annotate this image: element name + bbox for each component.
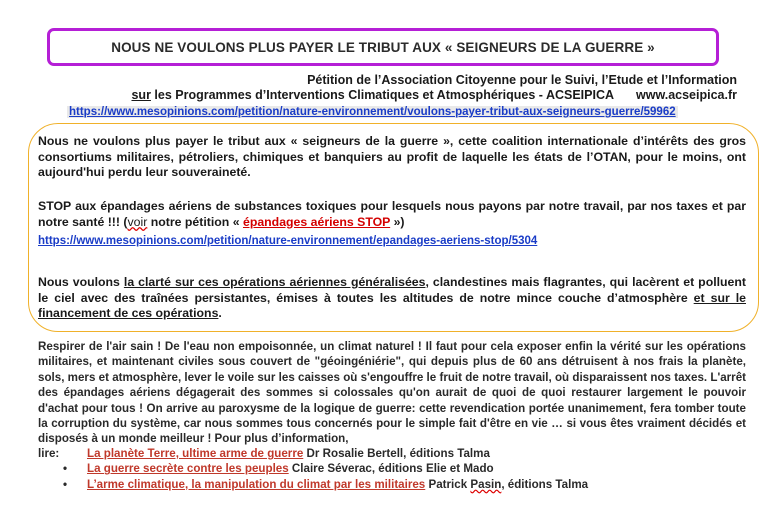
epandages-stop-link[interactable]: épandages aériens STOP [242,214,391,229]
book-title-3: L’arme climatique, la manipulation du climat par les militaires [87,477,426,491]
site-link[interactable]: www.acseipica.fr [636,88,737,102]
petition-intro: notre pétition « [147,214,243,229]
reading-list [38,446,746,492]
bullet: • [63,462,68,476]
epandages-petition-url[interactable]: https://www.mesopinions.com/petition/nature-environnement/epandages-aeriens-stop/5304 [38,235,538,247]
header-programmes-text: les Programmes d’Interventions Climatiques et Atmosphériques - ACSEIPICA [150,88,615,102]
page-title: NOUS NE VOULONS PLUS PAYER LE TRIBUT AUX « SEIGNEURS DE LA GUERRE » [111,39,655,55]
book-author-3b: , éditions Talma [501,477,589,491]
panel-paragraph-1: Nous ne voulons plus payer le tribut aux « seigneurs de la guerre », cette coalition internationale d’intérêts des gros consortiums militaires, pétroliers, chimiques et banquiers au profit de laquelle les états de l’OTAN, pour le moins, ont aujourd'hui perdu leur souveraineté. [38,134,746,179]
book-author-3-name: Pasin [470,477,502,491]
petition-link[interactable]: https://www.mesopinions.com/petition/nature-environnement/voulons-payer-tribut-aux-seigneurs-guerre/59962 [69,106,676,118]
list-item [38,461,746,476]
stop-text: STOP aux épandages aériens de substances toxiques pour lesquels nous payons par notre travail, par nos taxes et par notre santé !!! ( [38,199,746,229]
header-programmes [131,88,737,102]
lire-label: lire: [38,447,60,460]
para3-middle: , clandestines mais flagrantes, qui lacèrent et polluent le ciel avec des traînées persistantes, émises à toutes les altitudes de notre mince couche d’atmosphère [38,275,746,305]
bullet: • [63,477,68,491]
para3-period: . [218,306,222,320]
panel-paragraph-2 [38,199,746,230]
title-box [47,28,719,66]
list-item [38,477,746,492]
book-author-3a: Patrick [425,477,471,491]
financement-underlined: et sur le financement de ces opérations [38,290,746,320]
body-paragraph: Respirer de l'air sain ! De l'eau non empoisonnée, un climat naturel ! Il faut pour cela exposer enfin la vérité sur les opérations militaires, et maintenant civiles sous couvert de "géoingéniérie", qui depuis plus de 60 ans détruisent à nos frais la planète, sols, mers et atmosphère, lever le voile sur les caisses où s'engouffre le fruit de notre travail, où disparaissent nos taxes. L'arrêt des épandages aériens dégagerait des sommes si colossales qu'on aurait de quoi de quoi restaurer largement le pouvoir d'achat pour tous ! On arrive au paroxysme de la logique de guerre: cette revendication portée unanimement, fera tomber toute la corruption du système, car nous sommes tous concernés pour le simple fait d'être en vie … si vous êtes vraiment décidés et disposés à un monde meilleur ! Pour plus d’information, [38,340,746,446]
reading-first [38,446,746,461]
voir-word: voir [127,214,148,229]
header-sur: sur [131,88,151,102]
book-title-1: La planète Terre, ultime arme de guerre [87,447,304,460]
nous-voulons: Nous voulons [38,275,124,289]
paren-close: ») [390,214,405,229]
panel-paragraph-3 [38,275,746,322]
header-association: Pétition de l’Association Citoyenne pour le Suivi, l’Etude et l’Information [307,73,737,87]
book-author-2: Claire Séverac, éditions Elie et Mado [288,462,494,476]
book-title-2: La guerre secrète contre les peuples [87,462,289,476]
book-author-1: Dr Rosalie Bertell, éditions Talma [303,447,490,460]
clarte-underlined: la clarté sur ces opérations aériennes généralisées [123,275,426,289]
